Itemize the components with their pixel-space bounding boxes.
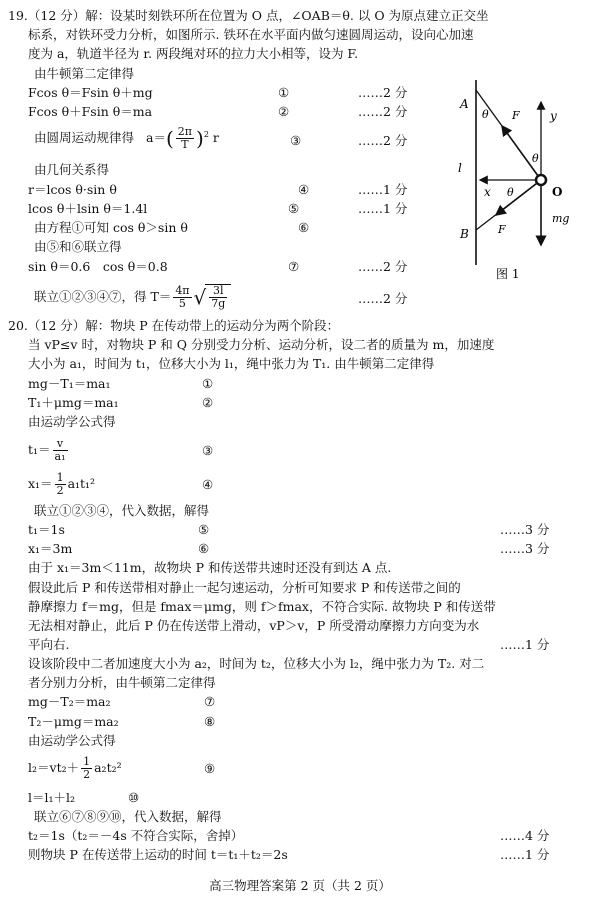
label-theta-o: θ [532,152,539,165]
q19-eq3-exp: 2 [203,129,209,139]
q20-eq9-rhs: a₂t₂² [94,760,122,775]
q20-eq11: t₂＝1s（t₂＝－4s 不符合实际，舍掉） [28,828,244,843]
q20-eq6: x₁＝3m [28,541,73,556]
q20-eq5-tag: ⑤ [198,522,210,537]
q20-eq2-tag: ② [202,395,214,410]
q20-eq2: T₁＋μmg＝ma₁ [28,395,119,410]
q20-para-points: ……1 分 [500,637,550,652]
q19-eq6-tag: ⑥ [298,220,310,235]
label-l: l [458,161,462,175]
q20-eq8-tag: ⑧ [204,714,216,729]
q19-eq4: r＝lcos θ·sin θ [28,182,117,197]
q19-final-rad-den: 7g [211,297,226,310]
q20-eq7-tag: ⑦ [204,694,216,709]
force-diagram [440,80,585,290]
q19-final-lhs: 联立①②③④⑦，得 T＝ [34,289,172,304]
q20-eq3-tag: ③ [202,443,214,458]
q19-eq7-points: ……2 分 [358,259,408,274]
q20-eq9-den: 2 [83,768,91,781]
q20-eq5-points: ……3 分 [500,522,550,537]
label-y: y [550,109,557,123]
q19-eq3-lhs: a＝ [146,130,166,145]
q20-intro-line2: 当 vP≤v 时，对物块 P 和 Q 分别受力分析、运动分析，设二者的质量为 m，加速度 [28,337,495,352]
q19-eq1-points: ……2 分 [358,85,408,100]
q20-eq4 [28,472,95,497]
q20-eq9-tag: ⑨ [204,761,216,776]
q20-eq7: mg－T₂＝ma₂ [28,694,111,709]
q19-eq5: lcos θ＋lsin θ＝1.4l [28,201,148,216]
q19-intro-line3: 度为 a，轨道半径为 r. 两段绳对环的拉力大小相等，设为 F. [28,46,359,61]
q19-final-num: 4π [175,284,190,297]
q20-eq8: T₂－μmg＝ma₂ [28,714,119,729]
q20-intro-line1: 20.（12 分）解：物块 P 在传动带上的运动分为两个阶段： [8,318,340,333]
label-b: B [460,227,469,241]
q20-eq1: mg－T₁＝ma₁ [28,376,111,391]
q20-solve1-label: 联立①②③④，代入数据，解得 [34,503,210,518]
q20-kinematics2-label: 由运动学公式得 [28,733,116,748]
label-f-upper: F [512,109,520,122]
q19-eq4-points: ……1 分 [358,182,408,197]
q19-final-rad-num: 3l [209,285,227,298]
q20-para-line3: 静摩擦力 f＝mg，但是 fmax＝μmg，则 f＞fmax，不符合实际. 故物块 P 和传送带 [28,599,496,614]
q20-eq6-tag: ⑥ [198,541,210,556]
q20-eq4-num: 1 [56,471,64,484]
q20-eq9-lhs: l₂＝vt₂＋ [28,760,80,775]
q19-eq5-tag: ⑤ [288,201,300,216]
q20-para-line4: 无法相对静止，此后 P 仍在传送带上滑动，vP＞v，P 所受滑动摩擦力方向变为水 [28,618,480,633]
q20-para-line2: 假设此后 P 和传送带相对静止一起匀速运动，分析可知要求 P 和传送带之间的 [28,580,461,595]
q19-eq3-tag: ③ [290,133,302,148]
q20-eq9-num: 1 [83,755,91,768]
label-o: O [552,185,563,199]
q20-eq12: 则物块 P 在传送带上运动的时间 t＝t₁＋t₂＝2s [28,847,288,862]
ring-circle [536,175,546,185]
q19-newton-label: 由牛顿第二定律得 [34,66,135,81]
q20-eq10-tag: ⑩ [128,790,140,805]
q19-eq5-points: ……1 分 [358,201,408,216]
q20-eq4-tag: ④ [202,477,214,492]
q19-eq2-points: ……2 分 [358,104,408,119]
q20-eq10: l＝l₁＋l₂ [28,790,76,805]
q19-final: 联立①②③④⑦，得 T＝ $\frac{4\pi}{5}$ √ $\frac{3l}{7g}$ [34,284,231,310]
q20-eq1-tag: ① [202,376,214,391]
q19-eq7: sin θ＝0.6 cos θ＝0.8 [28,259,168,274]
q20-para-line5: 平向右. [28,637,70,652]
q19-intro-line1: 19.（12 分）解：设某时刻铁环所在位置为 O 点，∠OAB＝θ. 以 O 为原点建立正交坐 [8,8,489,23]
force-f-lower-arrow [496,180,541,215]
label-f-lower: F [498,223,506,236]
q19-circle-label: 由圆周运动规律得 [34,130,135,145]
q20-eq12-points: ……1 分 [500,847,550,862]
q20-eq3-lhs: t₁＝ [28,442,51,457]
q20-eq4-lhs: x₁＝ [28,476,53,491]
q19-eq1-tag: ① [278,85,290,100]
label-theta-a: θ [482,108,489,121]
q20-intro-line3: 大小为 a₁，时间为 t₁，位移大小为 l₁，绳中张力为 T₁. 由牛顿第二定律得 [28,356,435,371]
q19-final-points: ……2 分 [358,291,408,306]
q20-eq3 [28,438,70,463]
q19-final-den: 5 [178,297,186,310]
q19-eq6: 由方程①可知 cos θ＞sin θ [34,220,188,235]
q19-eq7-tag: ⑦ [288,259,300,274]
q19-eq3-points: ……2 分 [358,133,408,148]
q19-eq2-tag: ② [278,104,290,119]
q20-eq9 [28,756,122,781]
label-mg: mg [552,212,570,225]
label-theta-x: θ [507,186,514,199]
q20-solve2-label: 联立⑥⑦⑧⑨⑩，代入数据，解得 [34,809,222,824]
q19-eq3-num: 2π [177,125,192,138]
label-x: x [484,185,491,199]
q20-eq6-points: ……3 分 [500,541,550,556]
q20-eq4-den: 2 [56,484,64,497]
q19-eq3-den: T [181,138,189,151]
label-a: A [460,97,469,111]
q19-intro-line2: 标系，对铁环受力分析，如图所示. 铁环在水平面内做匀速圆周运动，设向心加速 [28,27,474,42]
q20-eq3-num: v [53,438,68,451]
q20-eq5: t₁＝1s [28,522,65,537]
q20-eq3-den: a₁ [54,450,66,463]
figure-caption: 图 1 [496,267,520,281]
q20-para-line6: 设该阶段中二者加速度大小为 a₂，时间为 t₂，位移大小为 l₂，绳中张力为 T₂. 对二 [28,656,485,671]
q19-eq2: Fcos θ＋Fsin θ＝ma [28,104,153,119]
q19-eq3: 由圆周运动规律得 a＝( $\frac{2\pi}{T}$ )$^2$ r [34,125,219,151]
q20-para-line7: 者分别力分析，由牛顿第二定律得 [28,675,216,690]
q20-kinematics-label: 由运动学公式得 [28,414,116,429]
q19-eq3-r: r [212,130,219,145]
q20-eq11-points: ……4 分 [500,828,550,843]
q19-eq1: Fcos θ＝Fsin θ＋mg [28,85,153,100]
q19-eq4-tag: ④ [298,182,310,197]
q20-para-line1: 由于 x₁＝3m＜11m，故物块 P 和传送带共速时还没有到达 A 点. [28,560,392,575]
page-footer: 高三物理答案第 2 页（共 2 页） [209,878,391,893]
q19-geometry-label: 由几何关系得 [34,162,110,177]
q19-combine-label: 由⑤和⑥联立得 [34,239,122,254]
q20-eq4-rhs: a₁t₁² [67,476,96,491]
